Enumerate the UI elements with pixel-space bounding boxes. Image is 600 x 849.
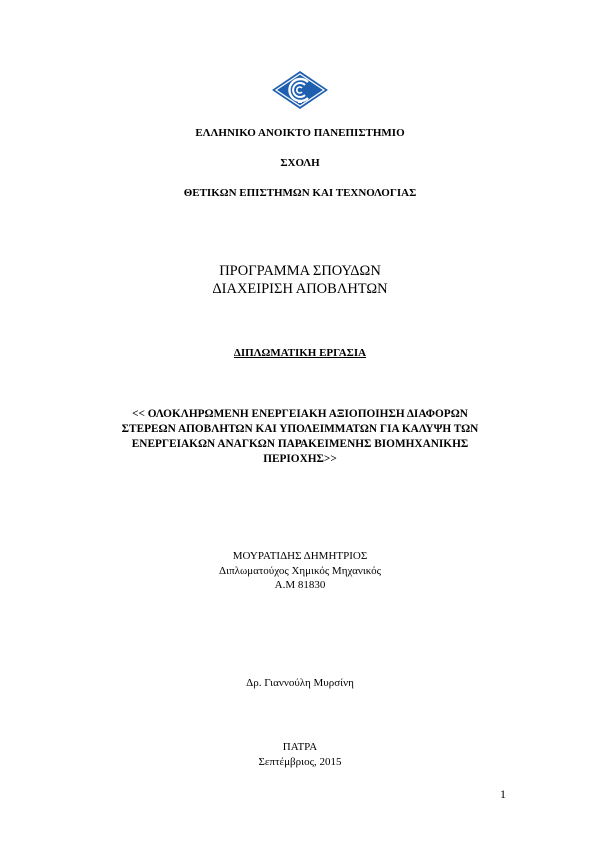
university-logo-icon bbox=[271, 70, 329, 110]
supervisor-name: Δρ. Γιαννούλη Μυρσίνη bbox=[246, 677, 354, 689]
thesis-label: ΔΙΠΛΩΜΑΤΙΚΗ ΕΡΓΑΣΙΑ bbox=[233, 347, 367, 359]
author-id: Α.Μ 81830 bbox=[274, 579, 326, 591]
thesis-title-line: << ΟΛΟΚΛΗΡΩΜΕΝΗ ΕΝΕΡΓΕΙΑΚΗ ΑΞΙΟΠΟΙΗΣΗ ΔΙΑΦΟΡΩΝ bbox=[132, 408, 468, 420]
program-line-1: ΠΡΟΓΡΑΜΜΑ ΣΠΟΥΔΩΝ bbox=[219, 263, 381, 279]
faculty-name: ΘΕΤΙΚΩΝ ΕΠΙΣΤΗΜΩΝ ΚΑΙ ΤΕΧΝΟΛΟΓΙΑΣ bbox=[183, 187, 417, 199]
thesis-title-line: ΠΕΡΙΟΧΗΣ>> bbox=[263, 453, 337, 465]
school-label: ΣΧΟΛΗ bbox=[280, 157, 320, 169]
program-line-2: ΔΙΑΧΕΙΡΙΣΗ ΑΠΟΒΛΗΤΩΝ bbox=[212, 281, 388, 297]
place: ΠΑΤΡΑ bbox=[282, 741, 318, 753]
university-name: ΕΛΛΗΝΙΚΟ ΑΝΟΙΚΤΟ ΠΑΝΕΠΙΣΤΗΜΙΟ bbox=[195, 127, 405, 139]
date: Σεπτέμβριος, 2015 bbox=[258, 756, 342, 768]
thesis-label-row bbox=[0, 347, 600, 359]
page-number: 1 bbox=[500, 787, 506, 801]
thesis-title-line: ΕΝΕΡΓΕΙΑΚΩΝ ΑΝΑΓΚΩΝ ΠΑΡΑΚΕΙΜΕΝΗΣ ΒΙΟΜΗΧΑΝΙΚΗΣ bbox=[131, 438, 469, 450]
thesis-title-line: ΣΤΕΡΕΩΝ ΑΠΟΒΛΗΤΩΝ ΚΑΙ ΥΠΟΛΕΙΜΜΑΤΩΝ ΓΙΑ ΚΑΛΥΨΗ ΤΩΝ bbox=[121, 423, 479, 435]
thesis-title bbox=[95, 407, 505, 467]
author-name: ΜΟΥΡΑΤΙΔΗΣ ΔΗΜΗΤΡΙΟΣ bbox=[232, 550, 368, 562]
author-degree: Διπλωματούχος Χημικός Μηχανικός bbox=[219, 565, 381, 577]
